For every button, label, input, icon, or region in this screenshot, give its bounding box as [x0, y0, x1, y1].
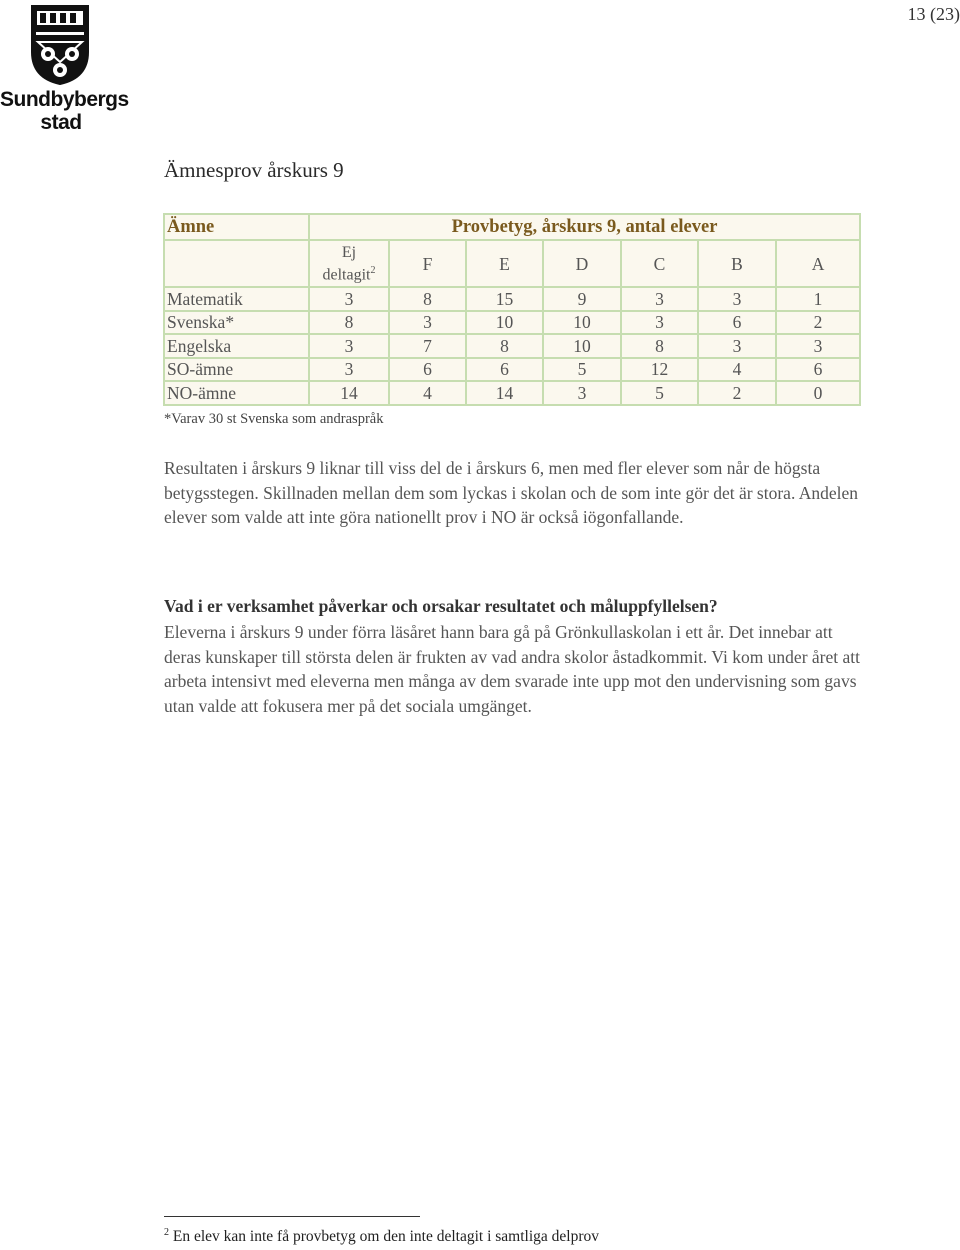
- value-cell: 3: [389, 311, 466, 335]
- value-cell: 8: [621, 334, 698, 358]
- value-cell: 3: [621, 287, 698, 311]
- value-cell: 14: [466, 381, 543, 405]
- ej-footnote-mark: 2: [370, 265, 376, 277]
- value-cell: 5: [543, 358, 621, 382]
- value-cell: 7: [389, 334, 466, 358]
- footnote-divider: [164, 1216, 420, 1217]
- value-cell: 6: [776, 358, 860, 382]
- page-number: 13 (23): [907, 4, 960, 24]
- ej-line1: Ej: [341, 244, 357, 262]
- paragraph-results: Resultaten i årskurs 9 liknar till viss del de i årskurs 6, men med fler elever som når de högsta betygsstegen. Skillnaden mellan dem som lyckas i skolan och de som inte gör det är stora. Andelen elever som valde att inte göra nationellt prov i NO är också iögonfallande.: [164, 458, 859, 527]
- grade-header: C: [621, 240, 698, 287]
- subject-cell: Matematik: [164, 287, 309, 311]
- table-row: [164, 287, 860, 311]
- value-cell: 5: [621, 381, 698, 405]
- value-cell: 8: [309, 311, 389, 335]
- grade-header: D: [543, 240, 621, 287]
- value-cell: 6: [389, 358, 466, 382]
- grade-header: E: [466, 240, 543, 287]
- ej-deltagit-header: [309, 240, 389, 287]
- group-header: Provbetyg, årskurs 9, antal elever: [309, 214, 860, 240]
- footnote-mark: 2: [164, 1227, 169, 1238]
- grade-header: B: [698, 240, 776, 287]
- value-cell: 4: [389, 381, 466, 405]
- value-cell: 14: [309, 381, 389, 405]
- value-cell: 4: [698, 358, 776, 382]
- value-cell: 10: [543, 334, 621, 358]
- value-cell: 12: [621, 358, 698, 382]
- value-cell: 2: [776, 311, 860, 335]
- footnote: [164, 1227, 599, 1246]
- logo: [0, 2, 129, 136]
- value-cell: 10: [543, 311, 621, 335]
- coat-of-arms-icon: [28, 2, 92, 86]
- subject-cell: Svenska*: [164, 311, 309, 335]
- value-cell: 0: [776, 381, 860, 405]
- org-name-line2: stad: [40, 111, 82, 134]
- value-cell: 2: [698, 381, 776, 405]
- value-cell: 3: [621, 311, 698, 335]
- value-cell: 9: [543, 287, 621, 311]
- value-cell: 3: [698, 334, 776, 358]
- ej-line2: deltagit: [322, 266, 371, 284]
- subject-cell: NO-ämne: [164, 381, 309, 405]
- table-row: [164, 334, 860, 358]
- grades-row: [164, 240, 860, 287]
- value-cell: 3: [776, 334, 860, 358]
- table-row: [164, 358, 860, 382]
- subject-cell: Engelska: [164, 334, 309, 358]
- results-table: [163, 213, 861, 406]
- table-note: *Varav 30 st Svenska som andraspråk: [164, 411, 384, 427]
- value-cell: 8: [389, 287, 466, 311]
- value-cell: 1: [776, 287, 860, 311]
- value-cell: 3: [543, 381, 621, 405]
- value-cell: 15: [466, 287, 543, 311]
- question-heading: Vad i er verksamhet påverkar och orsakar resultatet och måluppfyllelsen?: [164, 596, 718, 616]
- value-cell: 3: [309, 334, 389, 358]
- subject-header: Ämne: [164, 214, 309, 240]
- grade-header: A: [776, 240, 860, 287]
- value-cell: 10: [466, 311, 543, 335]
- subject-cell: SO-ämne: [164, 358, 309, 382]
- value-cell: 8: [466, 334, 543, 358]
- value-cell: 6: [466, 358, 543, 382]
- value-cell: 3: [309, 358, 389, 382]
- table-row: [164, 311, 860, 335]
- empty-cell: [164, 240, 309, 287]
- paragraph-answer: Eleverna i årskurs 9 under förra läsåret hann bara gå på Grönkullaskolan i ett år. Det innebar att deras kunskaper till största delen är frukten av vad andra skolor åstadkommit. Vi kom under året att arbeta intensivt med eleverna men många av dem svarade inte upp mot den undervisning som gavs utan valde att fokusera mer på det sociala umgänget.: [164, 622, 860, 716]
- org-name-line1: Sundbybergs: [0, 88, 129, 111]
- footnote-text: En elev kan inte få provbetyg om den inte deltagit i samtliga delprov: [169, 1228, 600, 1246]
- value-cell: 3: [309, 287, 389, 311]
- page-title: Ämnesprov årskurs 9: [164, 158, 344, 182]
- table-header-row: [164, 214, 860, 240]
- org-name: [0, 88, 129, 134]
- table-row: [164, 381, 860, 405]
- value-cell: 6: [698, 311, 776, 335]
- value-cell: 3: [698, 287, 776, 311]
- grade-header: F: [389, 240, 466, 287]
